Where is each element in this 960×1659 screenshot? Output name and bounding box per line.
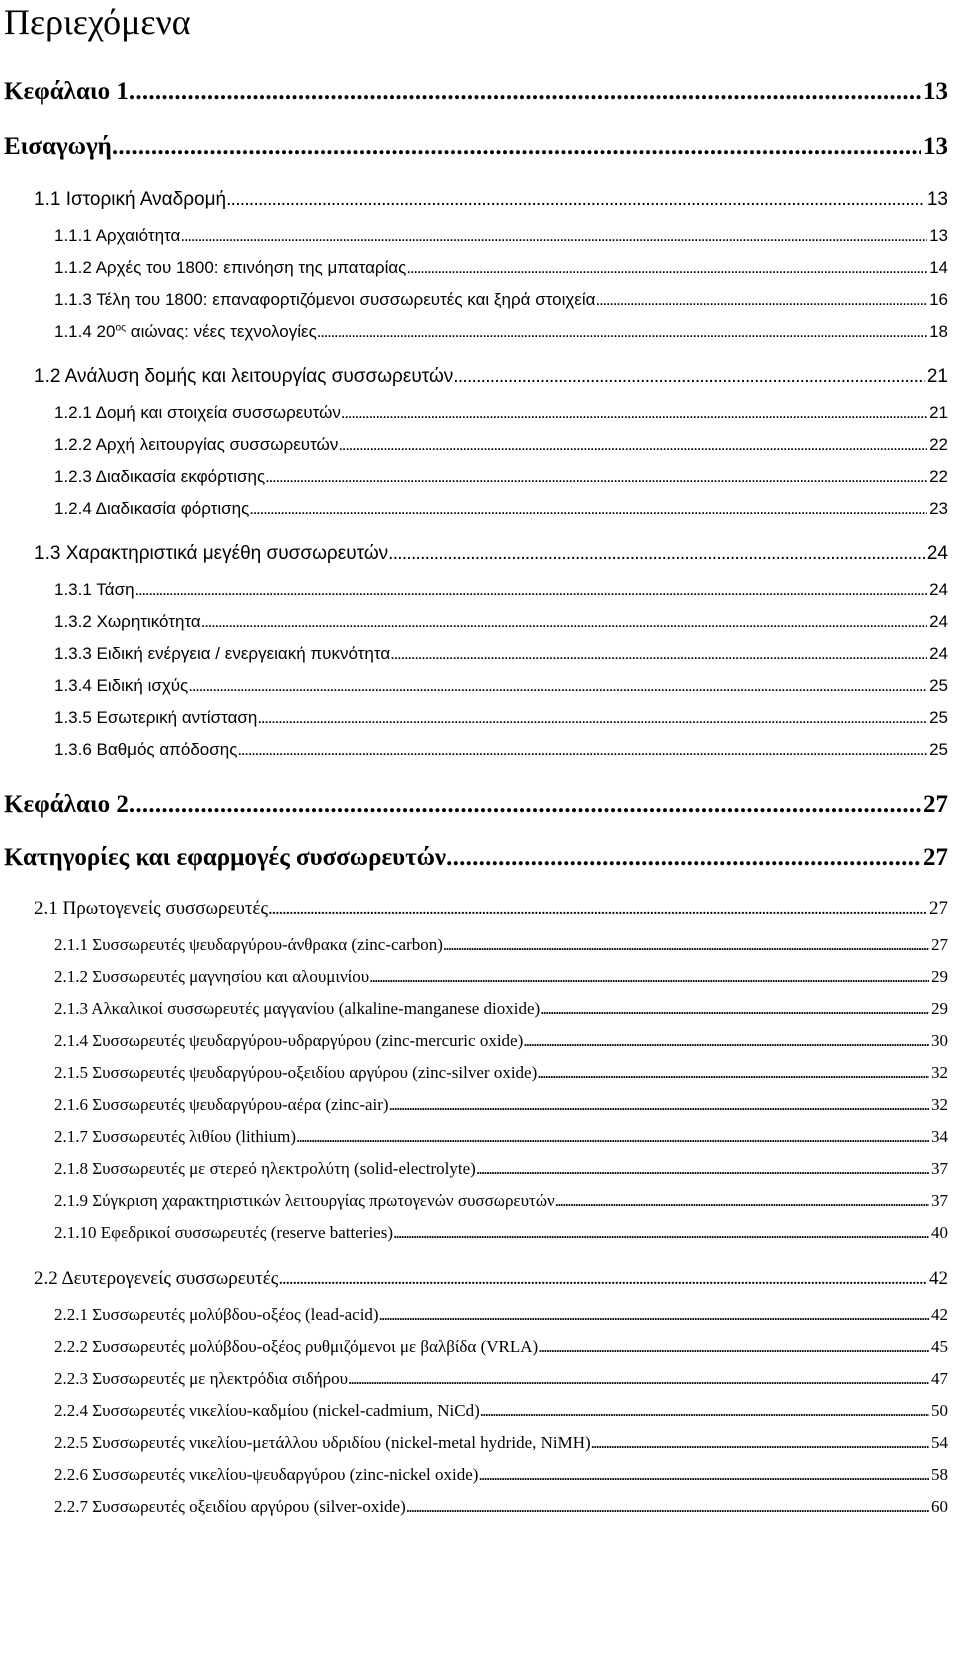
toc-entry-page: 22	[929, 435, 948, 454]
dot-leader	[249, 499, 927, 519]
toc-entry-categories[interactable]	[4, 844, 948, 872]
toc-entry-page: 13	[923, 78, 948, 105]
toc-entry-page: 54	[931, 1433, 948, 1452]
label-part: αιώνας: νέες τεχνολογίες	[126, 322, 317, 341]
page-title: Περιεχόμενα	[4, 2, 191, 42]
dot-leader	[446, 844, 921, 872]
dot-leader	[443, 935, 929, 955]
toc-entry-2-1-2[interactable]	[54, 967, 948, 987]
toc-entry-label: 2.2.2 Συσσωρευτές μολύβδου-οξέος ρυθμιζόμενοι με βαλβίδα (VRLA)	[54, 1337, 539, 1356]
toc-entry-2-1-5[interactable]	[54, 1063, 948, 1083]
toc-entry-page: 25	[929, 676, 948, 695]
dot-leader	[537, 1063, 929, 1083]
dot-leader	[453, 366, 925, 388]
toc-entry-page: 27	[929, 898, 948, 919]
dot-leader	[348, 1369, 929, 1389]
dot-leader	[406, 258, 927, 278]
dot-leader	[596, 290, 928, 310]
dot-leader	[112, 133, 921, 161]
toc-entry-label: 2.1 Πρωτογενείς συσσωρευτές	[34, 898, 268, 919]
toc-entry-1-3-6[interactable]	[54, 740, 948, 760]
toc-entry-page: 32	[931, 1063, 948, 1082]
toc-entry-label: 2.1.8 Συσσωρευτές με στερεό ηλεκτρολύτη (solid-electrolyte)	[54, 1159, 476, 1178]
dot-leader	[129, 791, 921, 819]
toc-entry-1-1-1[interactable]	[54, 226, 948, 246]
toc-entry-introduction[interactable]	[4, 133, 948, 161]
toc-entry-page: 29	[931, 967, 948, 986]
dot-leader	[341, 403, 927, 423]
toc-entry-page: 14	[929, 258, 948, 277]
toc-entry-2-2[interactable]	[34, 1268, 948, 1290]
dot-leader	[540, 999, 929, 1019]
toc-entry-1-3-5[interactable]	[54, 708, 948, 728]
dot-leader	[278, 1268, 927, 1290]
toc-entry-page: 42	[929, 1268, 948, 1289]
dot-leader	[476, 1159, 929, 1179]
label-part: 1.1.4 20	[54, 322, 116, 341]
toc-entry-label: 2.1.7 Συσσωρευτές λιθίου (lithium)	[54, 1127, 297, 1146]
toc-entry-page: 27	[923, 844, 948, 871]
toc-entry-label: 1.1.1 Αρχαιότητα	[54, 226, 181, 245]
toc-entry-page: 60	[931, 1497, 948, 1516]
dot-leader	[478, 1465, 929, 1485]
toc-entry-2-1-4[interactable]	[54, 1031, 948, 1051]
toc-entry-page: 24	[926, 543, 948, 564]
toc-entry-page: 40	[931, 1223, 948, 1242]
toc-entry-page: 18	[929, 322, 948, 341]
toc-entry-2-1-10[interactable]	[54, 1223, 948, 1243]
dot-leader	[393, 1223, 929, 1243]
dot-leader	[135, 580, 928, 600]
toc-entry-2-1-8[interactable]	[54, 1159, 948, 1179]
toc-entry-page: 27	[923, 791, 948, 818]
toc-entry-2-1-7[interactable]	[54, 1127, 948, 1147]
toc-entry-1-1-3[interactable]	[54, 290, 948, 310]
toc-entry-page: 13	[923, 133, 948, 160]
toc-entry-label: 2.1.5 Συσσωρευτές ψευδαργύρου-οξειδίου αργύρου (zinc-silver oxide)	[54, 1063, 538, 1082]
dot-leader	[480, 1401, 929, 1421]
dot-leader	[188, 676, 927, 696]
toc-entry-page: 45	[931, 1337, 948, 1356]
toc-entry-2-2-4[interactable]	[54, 1401, 948, 1421]
dot-leader	[338, 435, 927, 455]
ordinal-superscript: ος	[115, 322, 127, 334]
toc-entry-2-2-3[interactable]	[54, 1369, 948, 1389]
toc-entry-chapter-1[interactable]	[4, 78, 948, 106]
toc-entry-1-1-4[interactable]	[54, 322, 948, 342]
toc-entry-page: 27	[931, 935, 948, 954]
toc-entry-page: 37	[931, 1191, 948, 1210]
toc-entry-1-3-1[interactable]	[54, 580, 948, 600]
toc-entry-page: 50	[931, 1401, 948, 1420]
toc-entry-label: 1.2 Ανάλυση δομής και λειτουργίας συσσωρευτών	[34, 366, 454, 387]
toc-entry-label: Κατηγορίες και εφαρμογές συσσωρευτών	[4, 844, 447, 871]
toc-entry-label: 2.1.1 Συσσωρευτές ψευδαργύρου-άνθρακα (zinc-carbon)	[54, 935, 443, 954]
toc-entry-2-2-2[interactable]	[54, 1337, 948, 1357]
toc-entry-page: 13	[926, 189, 948, 210]
toc-entry-label: 2.1.4 Συσσωρευτές ψευδαργύρου-υδραργύρου (zinc-mercuric oxide)	[54, 1031, 524, 1050]
toc-entry-label: 1.3.2 Χωρητικότητα	[54, 612, 201, 631]
toc-entry-page: 23	[929, 499, 948, 518]
toc-entry-label: 1.2.2 Αρχή λειτουργίας συσσωρευτών	[54, 435, 339, 454]
toc-entry-2-1-6[interactable]	[54, 1095, 948, 1115]
dot-leader	[257, 708, 927, 728]
dot-leader	[265, 467, 927, 487]
toc-entry-label: 1.2.3 Διαδικασία εκφόρτισης	[54, 467, 266, 486]
dot-leader	[538, 1337, 929, 1357]
toc-entry-label: 2.2.1 Συσσωρευτές μολύβδου-οξέος (lead-acid)	[54, 1305, 379, 1324]
toc-entry-label: 2.2.6 Συσσωρευτές νικελίου-ψευδαργύρου (zinc-nickel oxide)	[54, 1465, 479, 1484]
toc-entry-label: 2.2.4 Συσσωρευτές νικελίου-καδμίου (nickel-cadmium, NiCd)	[54, 1401, 480, 1420]
toc-entry-2-1-3[interactable]	[54, 999, 948, 1019]
toc-entry-label: 2.2.7 Συσσωρευτές οξειδίου αργύρου (silver-oxide)	[54, 1497, 406, 1516]
dot-leader	[201, 612, 927, 632]
toc-entry-label: 1.3.5 Εσωτερική αντίσταση	[54, 708, 258, 727]
dot-leader	[591, 1433, 929, 1453]
toc-entry-page: 37	[931, 1159, 948, 1178]
toc-entry-1-3-3[interactable]	[54, 644, 948, 664]
toc-entry-page: 22	[929, 467, 948, 486]
toc-entry-label: 2.1.9 Σύγκριση χαρακτηριστικών λειτουργίας πρωτογενών συσσωρευτών	[54, 1191, 555, 1210]
dot-leader	[369, 967, 929, 987]
toc-entry-label: 1.3.4 Ειδική ισχύς	[54, 676, 189, 695]
dot-leader	[226, 189, 925, 211]
toc-entry-label: 2.2.5 Συσσωρευτές νικελίου-μετάλλου υδριδίου (nickel-metal hydride, NiMH)	[54, 1433, 591, 1452]
toc-entry-label: 2.2.3 Συσσωρευτές με ηλεκτρόδια σιδήρου	[54, 1369, 349, 1388]
toc-entry-page: 25	[929, 740, 948, 759]
toc-entry-label: 1.3.1 Τάση	[54, 580, 135, 599]
toc-entry-page: 25	[929, 708, 948, 727]
toc-entry-2-2-5[interactable]	[54, 1433, 948, 1453]
toc-entry-1-1[interactable]	[34, 189, 948, 211]
toc-entry-1-2-4[interactable]	[54, 499, 948, 519]
toc-entry-1-1-2[interactable]	[54, 258, 948, 278]
toc-entry-label: 2.1.2 Συσσωρευτές μαγνησίου και αλουμινίου	[54, 967, 370, 986]
toc-entry-1-3[interactable]	[34, 543, 948, 565]
dot-leader	[406, 1497, 929, 1517]
toc-entry-2-2-6[interactable]	[54, 1465, 948, 1485]
dot-leader	[268, 898, 927, 920]
toc-entry-page: 24	[929, 644, 948, 663]
dot-leader	[390, 644, 927, 664]
toc-entry-label: 1.1.2 Αρχές του 1800: επινόηση της μπαταρίας	[54, 258, 407, 277]
toc-entry-page: 21	[929, 403, 948, 422]
toc-entry-page: 34	[931, 1127, 948, 1146]
toc-entry-label: 2.2 Δευτερογενείς συσσωρευτές	[34, 1268, 279, 1289]
toc-entry-page: 30	[931, 1031, 948, 1050]
toc-entry-page: 24	[929, 580, 948, 599]
toc-entry-page: 21	[926, 366, 948, 387]
dot-leader	[379, 1305, 929, 1325]
toc-entry-label: 1.3 Χαρακτηριστικά μεγέθη συσσωρευτών	[34, 543, 389, 564]
toc-entry-page: 42	[931, 1305, 948, 1324]
toc-entry-page: 47	[931, 1369, 948, 1388]
toc-entry-2-1-9[interactable]	[54, 1191, 948, 1211]
toc-entry-label: Κεφάλαιο 2	[4, 791, 129, 818]
toc-entry-1-3-2[interactable]	[54, 612, 948, 632]
dot-leader	[523, 1031, 929, 1051]
toc-entry-page: 16	[929, 290, 948, 309]
toc-entry-1-3-4[interactable]	[54, 676, 948, 696]
toc-entry-label: 2.1.6 Συσσωρευτές ψευδαργύρου-αέρα (zinc-air)	[54, 1095, 389, 1114]
toc-entry-page: 29	[931, 999, 948, 1018]
toc-entry-2-1[interactable]	[34, 898, 948, 920]
toc-entry-1-2[interactable]	[34, 366, 948, 388]
dot-leader	[129, 78, 921, 106]
toc-entry-1-2-1[interactable]	[54, 403, 948, 423]
toc-entry-1-2-2[interactable]	[54, 435, 948, 455]
toc-entry-2-2-1[interactable]	[54, 1305, 948, 1325]
dot-leader	[555, 1191, 929, 1211]
toc-entry-1-2-3[interactable]	[54, 467, 948, 487]
dot-leader	[180, 226, 927, 246]
toc-entry-page: 24	[929, 612, 948, 631]
dot-leader	[389, 1095, 929, 1115]
toc-entry-label: Κεφάλαιο 1	[4, 78, 129, 105]
toc-entry-2-1-1[interactable]	[54, 935, 948, 955]
toc-entry-label: 1.2.1 Δομή και στοιχεία συσσωρευτών	[54, 403, 341, 422]
toc-entry-label: 1.3.3 Ειδική ενέργεια / ενεργειακή πυκνότητα	[54, 644, 391, 663]
toc-entry-chapter-2[interactable]	[4, 791, 948, 819]
toc-entry-label: 1.1 Ιστορική Αναδρομή	[34, 189, 227, 210]
dot-leader	[237, 740, 927, 760]
toc-entry-label	[54, 322, 317, 342]
toc-entry-label: Εισαγωγή	[4, 133, 112, 160]
toc-entry-page: 32	[931, 1095, 948, 1114]
toc-entry-page: 13	[929, 226, 948, 245]
toc-entry-page: 58	[931, 1465, 948, 1484]
toc-entry-label: 1.2.4 Διαδικασία φόρτισης	[54, 499, 250, 518]
dot-leader	[388, 543, 925, 565]
toc-entry-label: 2.1.10 Εφεδρικοί συσσωρευτές (reserve batteries)	[54, 1223, 393, 1242]
toc-entry-label: 1.3.6 Βαθμός απόδοσης	[54, 740, 238, 759]
toc-entry-label: 2.1.3 Αλκαλικοί συσσωρευτές μαγγανίου (alkaline-manganese dioxide)	[54, 999, 541, 1018]
dot-leader	[296, 1127, 929, 1147]
dot-leader	[317, 322, 927, 342]
toc-entry-label: 1.1.3 Τέλη του 1800: επαναφορτιζόμενοι συσσωρευτές και ξηρά στοιχεία	[54, 290, 596, 309]
toc-entry-2-2-7[interactable]	[54, 1497, 948, 1517]
